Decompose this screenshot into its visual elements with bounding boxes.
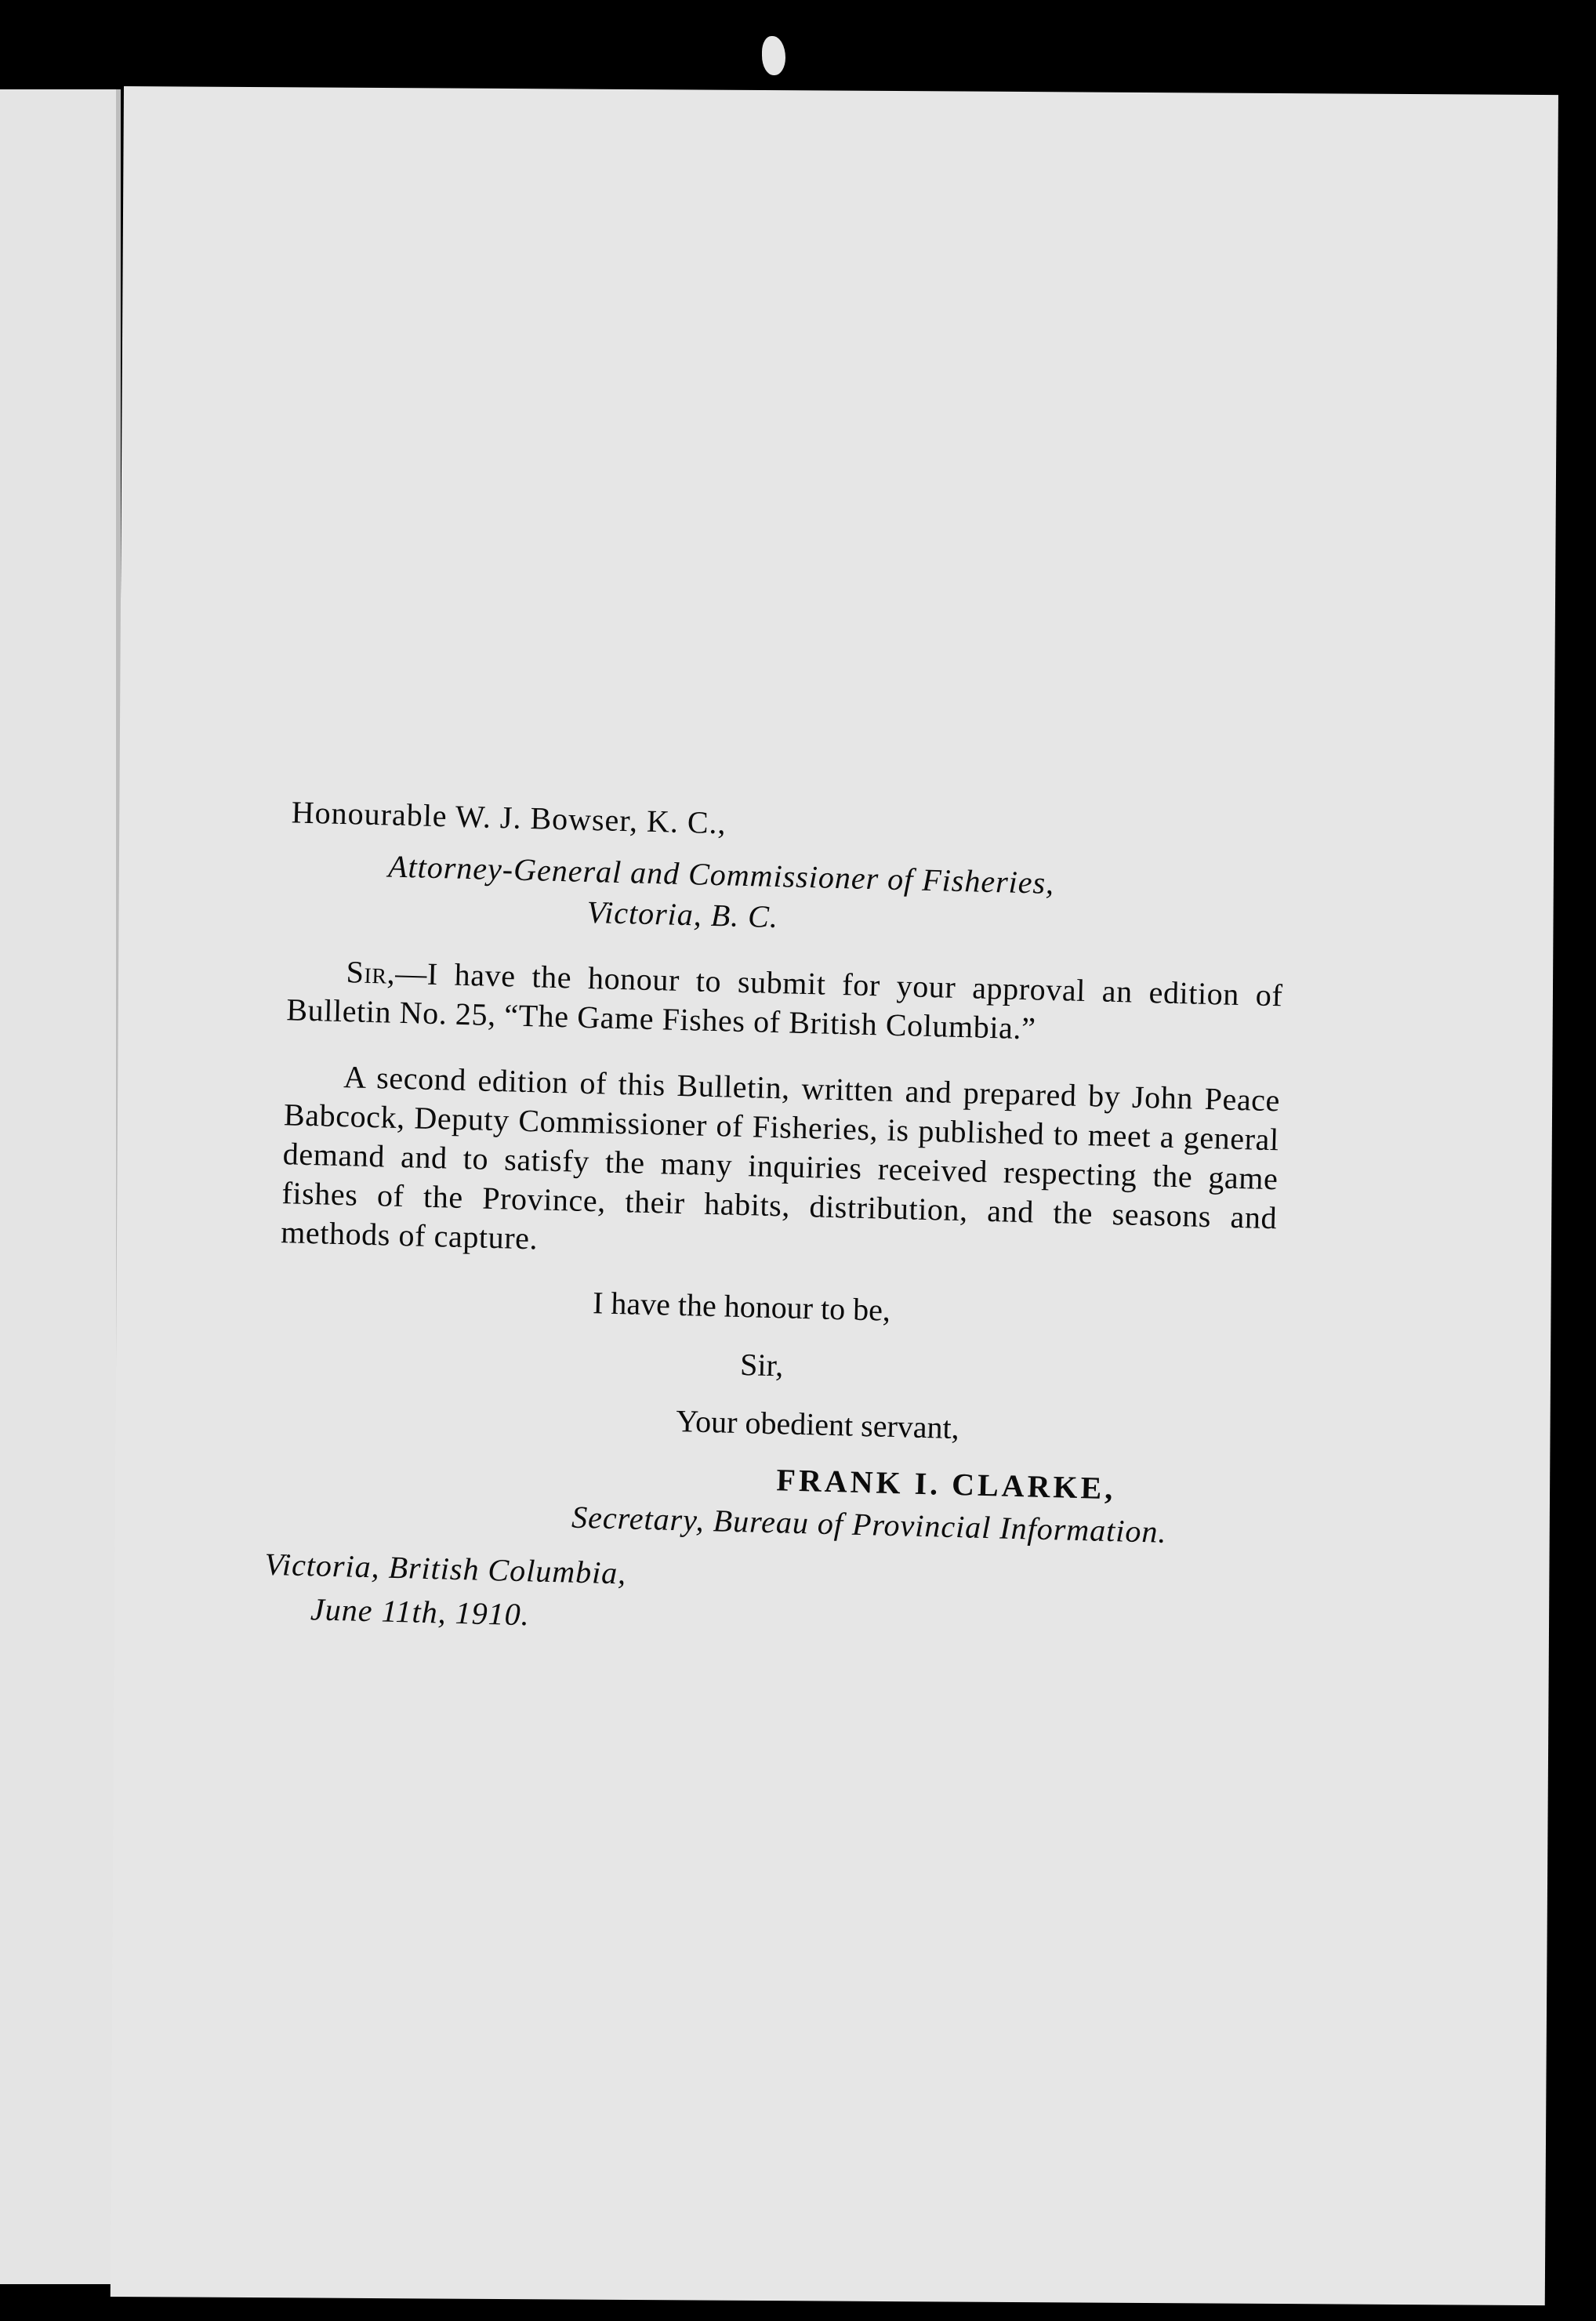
addressee-name: Honourable W. J. Bowser, K. C., <box>291 794 727 841</box>
addressee-place: Victoria, B. C. <box>586 894 779 935</box>
document-page <box>111 86 1558 2305</box>
salutation-word: Sir, <box>346 954 396 991</box>
paragraph-2: A second edition of this Bulletin, written and prepared by John Peace Babcock, Deputy Commissioner of Fisheries, is published to meet a general demand and to satisfy the many inquiries received respecting the game fishes of the Province, their habits, distribution, and the seasons and methods of capture. <box>280 1059 1281 1257</box>
date-line: June 11th, 1910. <box>310 1591 531 1633</box>
facing-page <box>0 89 121 2284</box>
paragraph-1-text: —I have the honour to submit for your approval an edition of Bulletin No. 25, “The Game Fishes of British Columbia.” <box>285 955 1283 1046</box>
closing-line: I have the honour to be, <box>592 1285 891 1328</box>
paragraph-1 <box>286 951 1283 1054</box>
servant-line: Your obedient servant, <box>675 1402 960 1446</box>
letter-body <box>264 792 1288 1653</box>
closing-salutation: Sir, <box>739 1347 784 1384</box>
binding-mark <box>762 36 785 75</box>
place-line: Victoria, British Columbia, <box>264 1546 627 1591</box>
signer-title: Secretary, Bureau of Provincial Information. <box>571 1499 1167 1550</box>
signer-name: FRANK I. CLARKE, <box>775 1462 1116 1507</box>
addressee-title: Attorney-General and Commissioner of Fisheries, <box>387 848 1055 901</box>
